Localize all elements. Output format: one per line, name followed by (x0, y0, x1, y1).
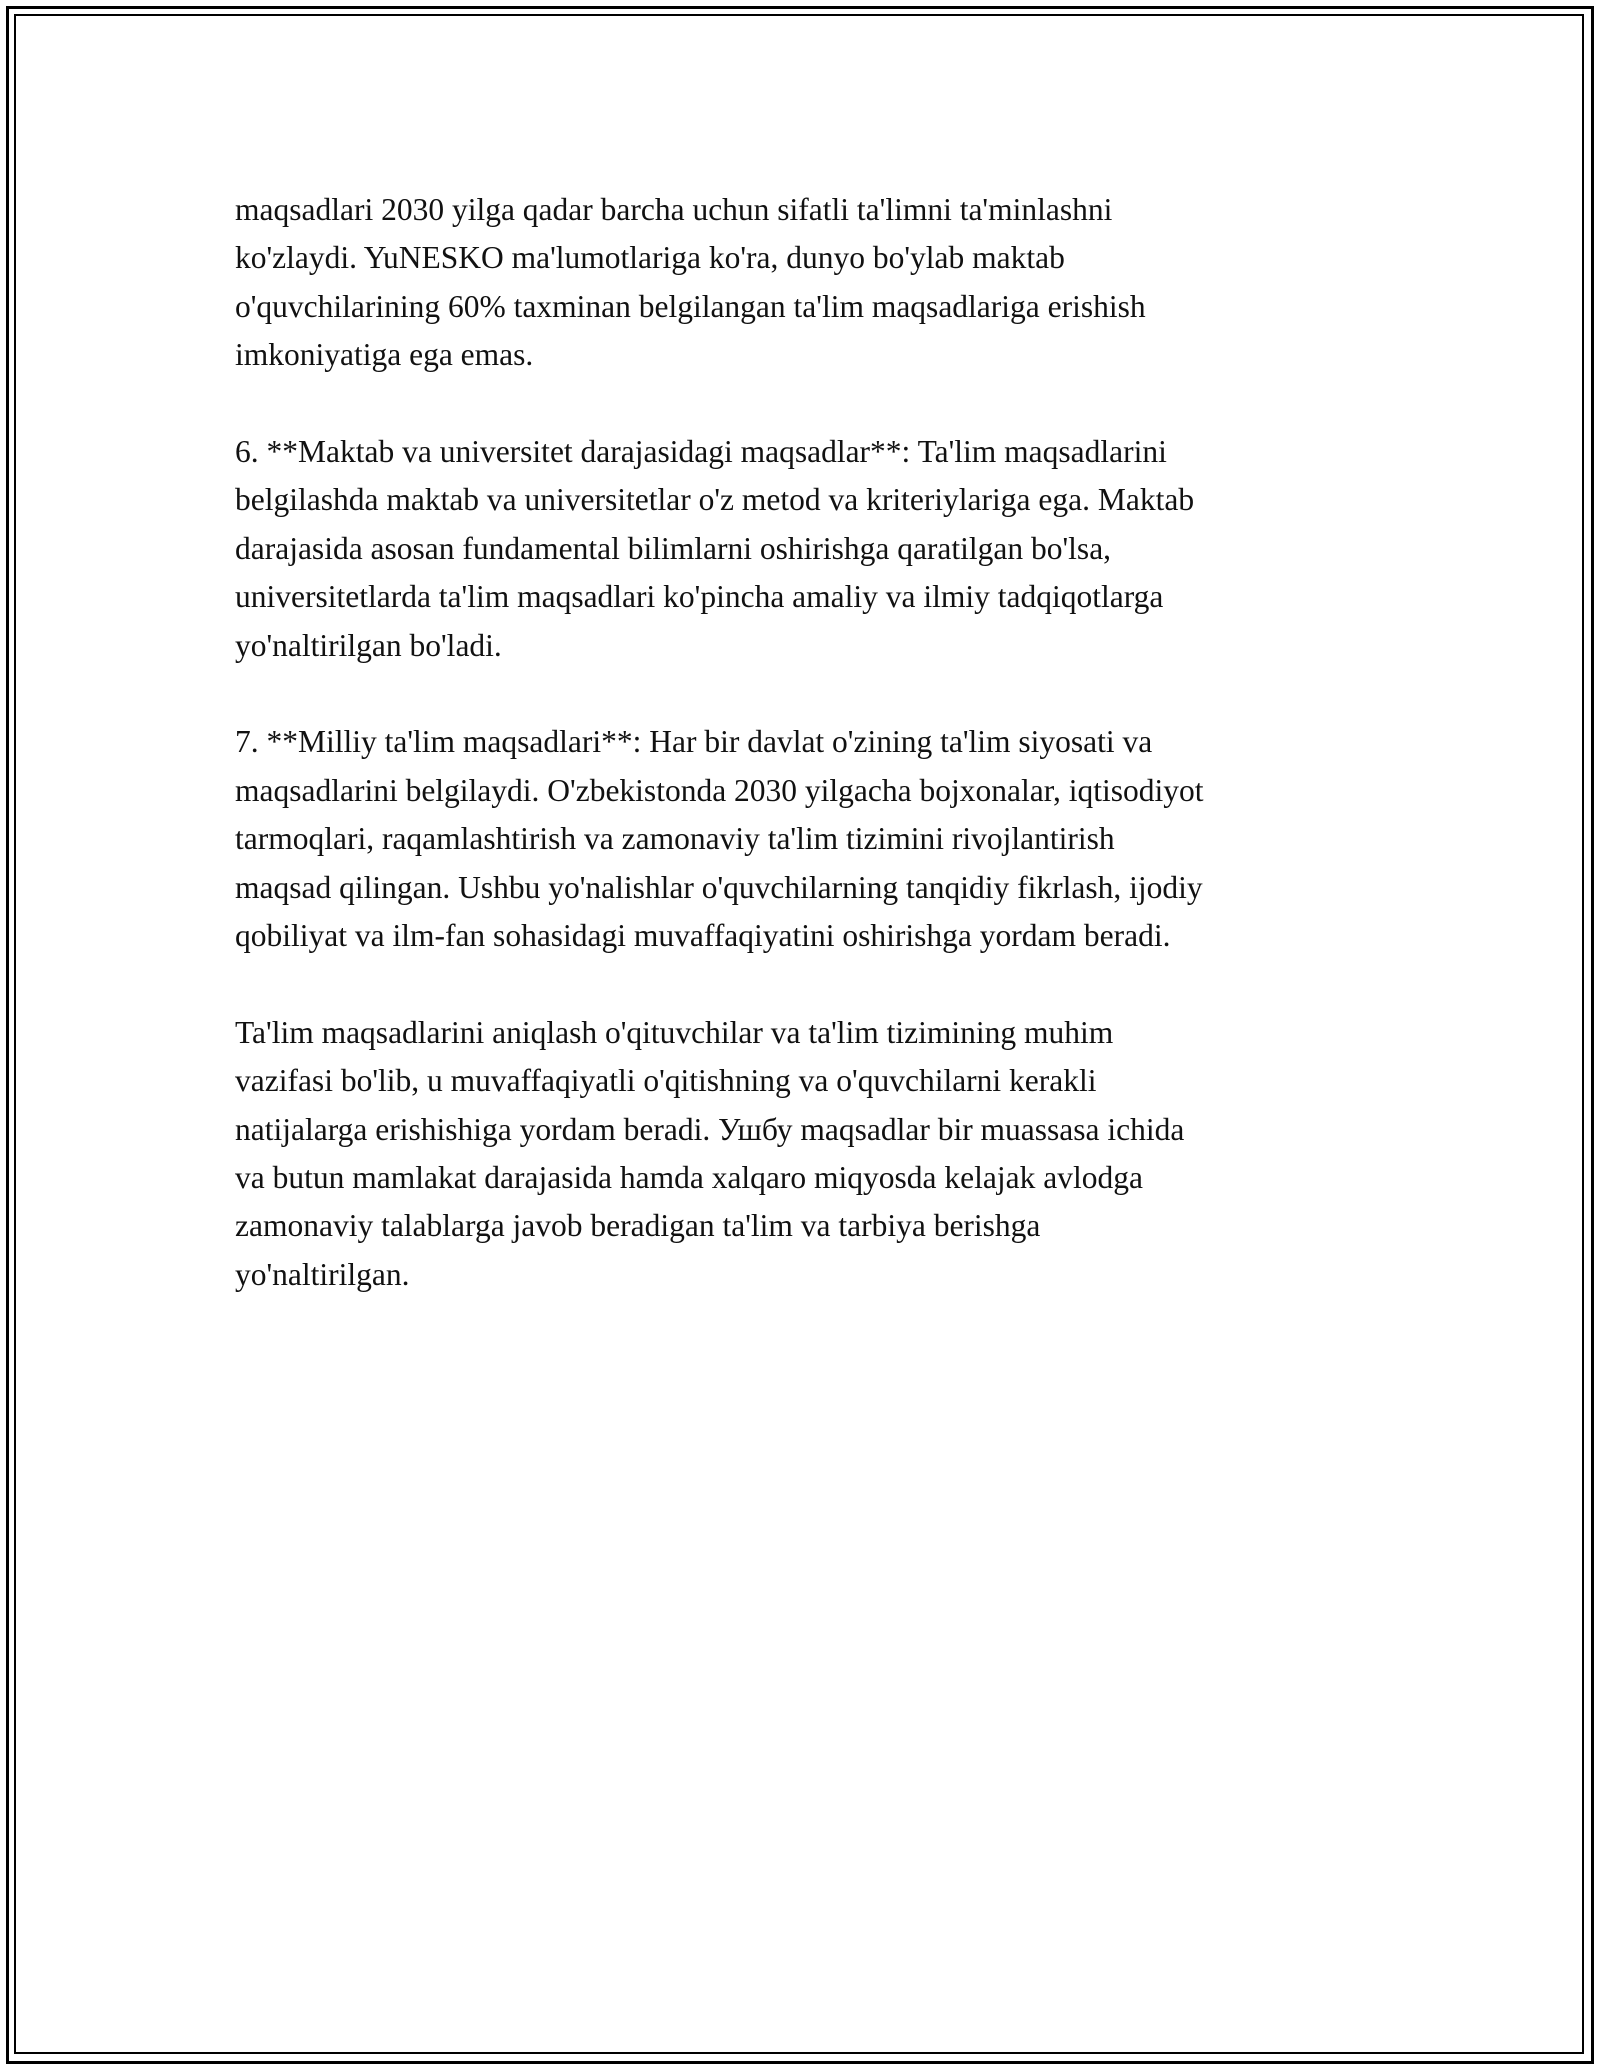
paragraph-conclusion: Ta'lim maqsadlarini aniqlash o'qituvchilar va ta'lim tizimining muhim vazifasi bo'lib, u muvaffaqiyatli o'qitishning va o'quvchilarni kerakli natijalarga erishishiga yordam beradi. Ушбу maqsadlar bir muassasa ichida va butun mamlakat darajasida hamda xalqaro miqyosda kelajak avlodga zamonaviy talablarga javob beradigan ta'lim va tarbiya berishga yo'naltirilgan. (235, 1014, 1185, 1292)
paragraph-school-university-goals: 6. **Maktab va universitet darajasidagi maqsadlar**: Ta'lim maqsadlarini belgilashda maktab va universitetlar o'z metod va kriteriylariga ega. Maktab darajasida asosan fundamental bilimlarni oshirishga qaratilgan bo'lsa, universitetlarda ta'lim maqsadlari ko'pincha amaliy va ilmiy tadqiqotlarga yo'naltirilgan bo'ladi. (235, 434, 1195, 663)
document-body (235, 186, 1395, 1348)
paragraph-education-goals-2030: maqsadlari 2030 yilga qadar barcha uchun sifatli ta'limni ta'minlashni ko'zlaydi. YuNESKO ma'lumotlariga ko'ra, dunyo bo'ylab maktab o'quvchilarining 60% taxminan belgilangan ta'lim maqsadlariga erishish imkoniyatiga ega emas. (235, 192, 1146, 373)
paragraph-national-education-goals: 7. **Milliy ta'lim maqsadlari**: Har bir davlat o'zining ta'lim siyosati va maqsadlarini belgilaydi. O'zbekistonda 2030 yilgacha bojxonalar, iqtisodiyot tarmoqlari, raqamlashtirish va zamonaviy ta'lim tizimini rivojlantirish maqsad qilingan. Ushbu yo'nalishlar o'quvchilarning tanqidiy fikrlash, ijodiy qobiliyat va ilm-fan sohasidagi muvaffaqiyatini oshirishga yordam beradi. (235, 724, 1204, 954)
